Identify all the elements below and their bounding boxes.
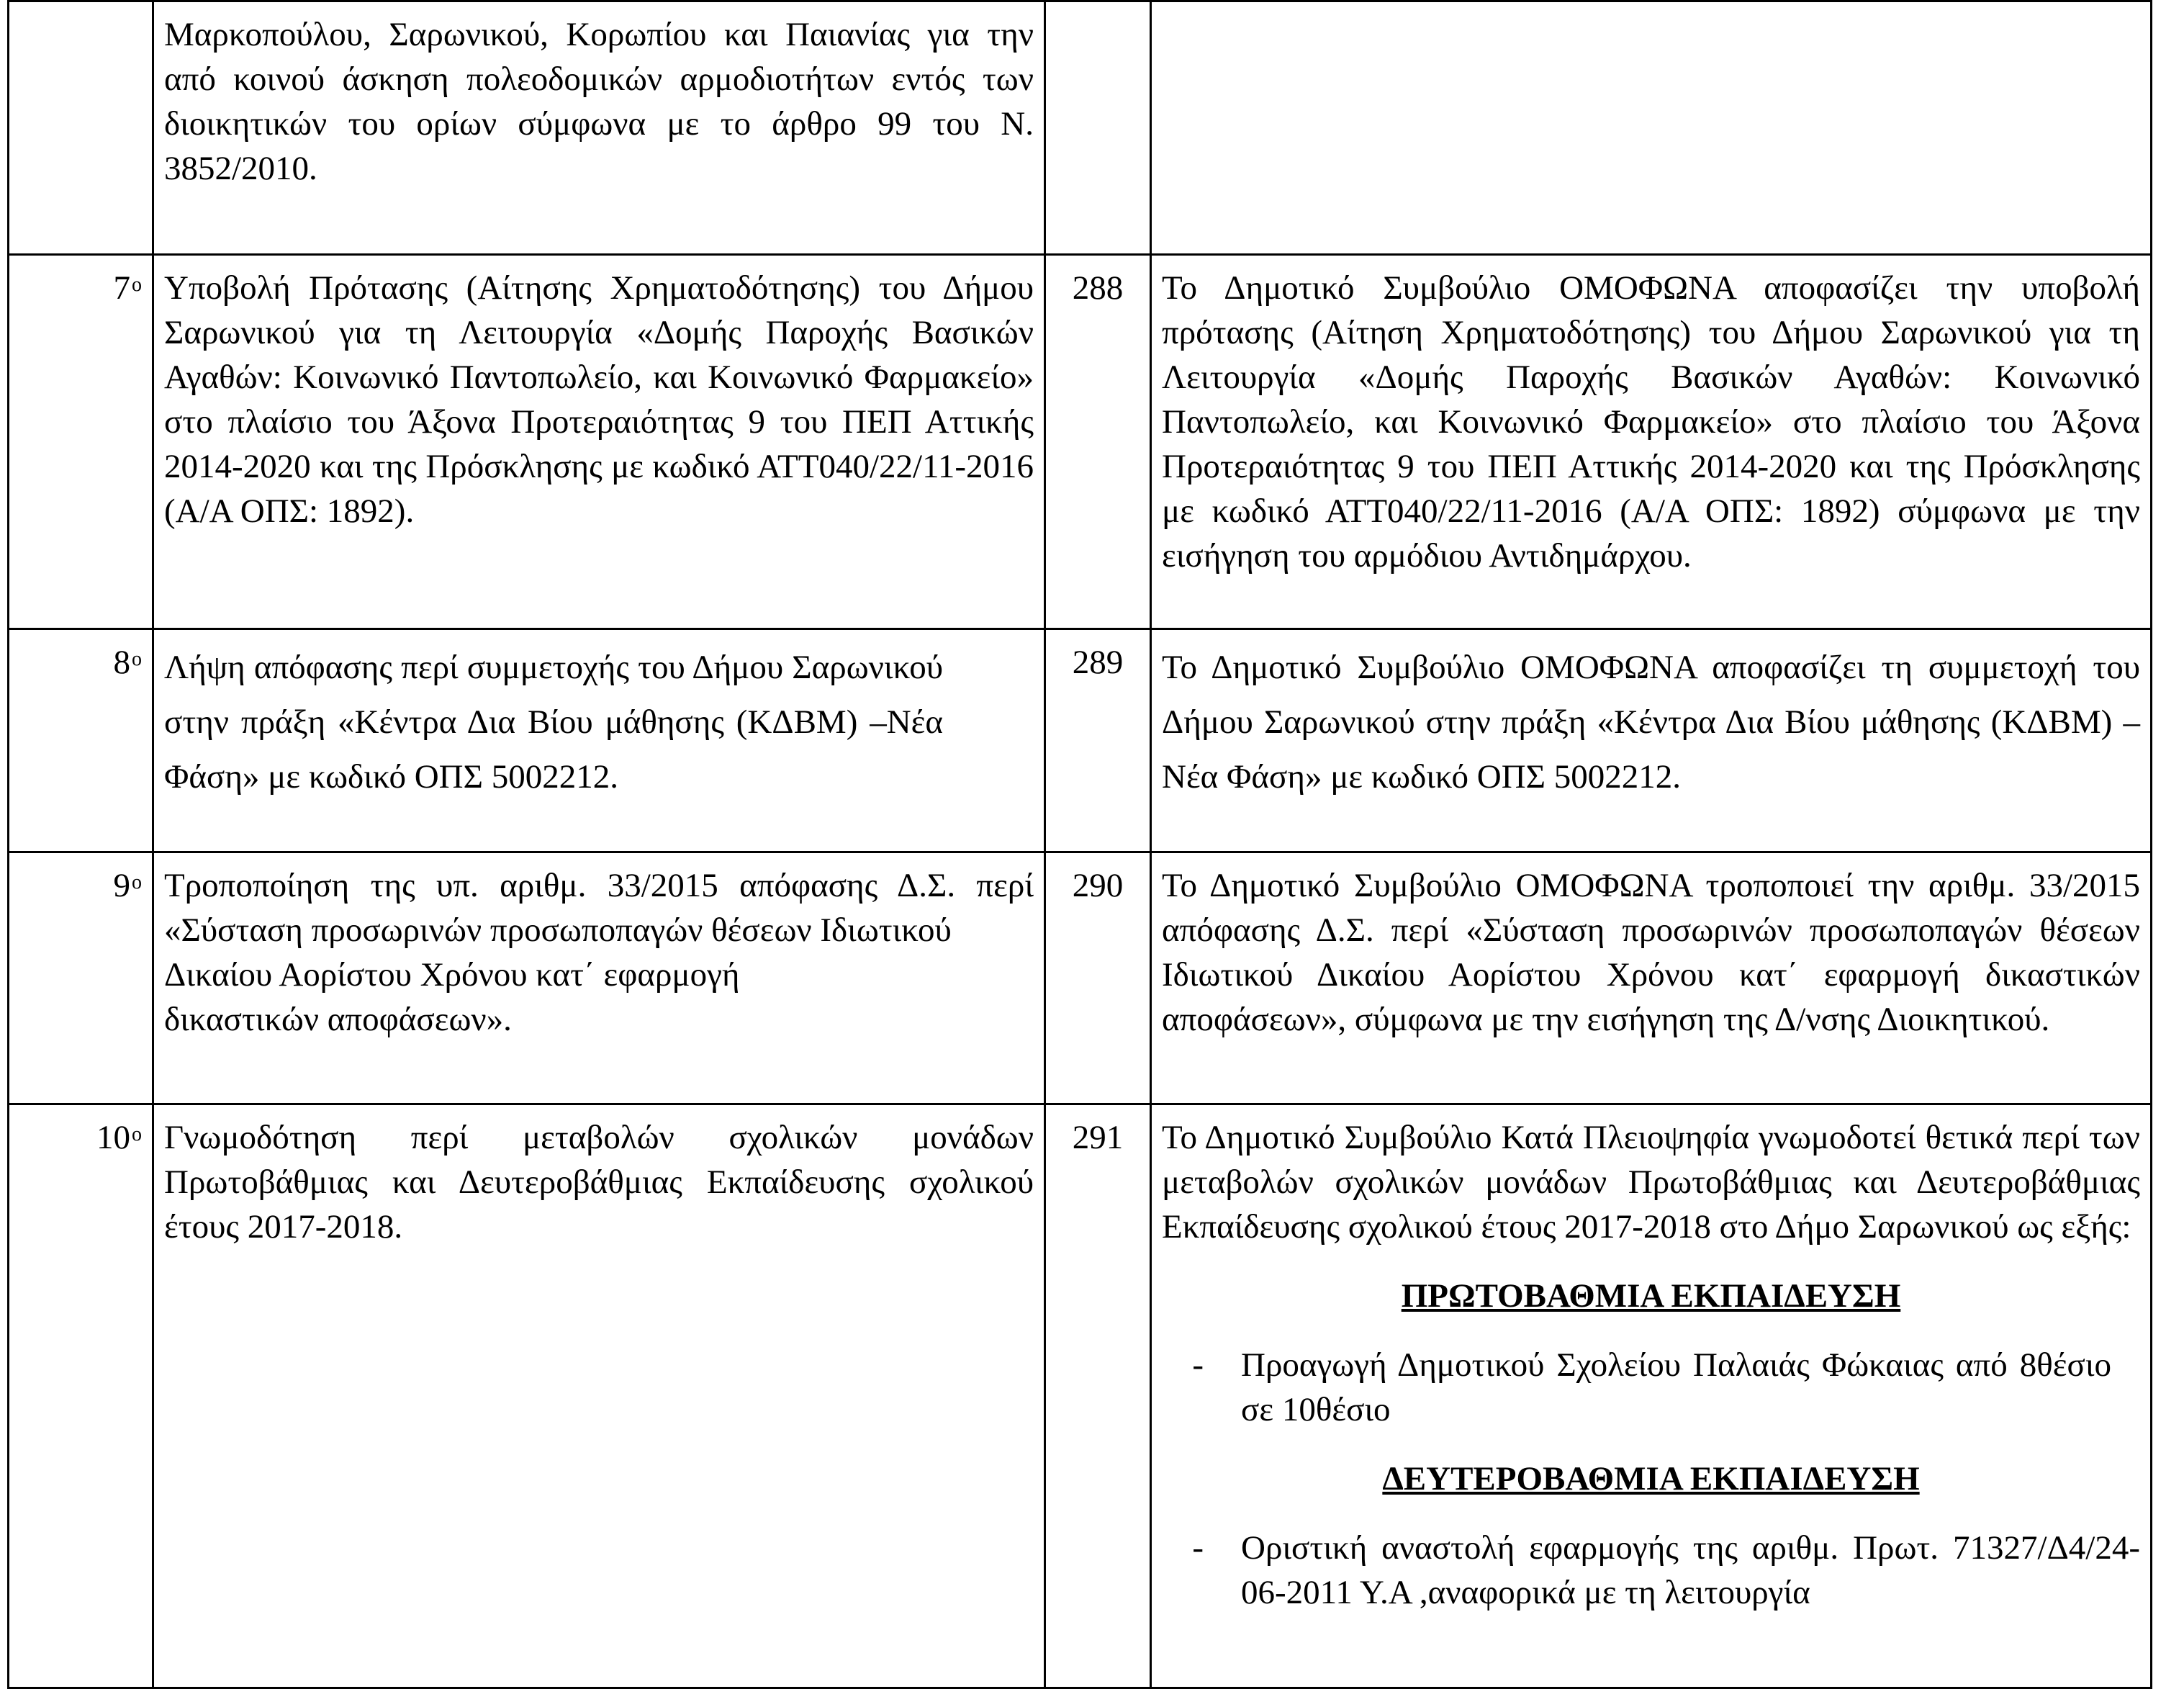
list-item-text: Οριστική αναστολή εφαρμογής της αριθμ. Πρωτ. 71327/Δ4/24-06-2011 Υ.Α ,αναφορικά με τη λειτουργία: [1241, 1529, 2140, 1611]
decision-number: 288: [1072, 269, 1124, 307]
list-item: [1162, 1526, 2140, 1615]
item-number-cell: [9, 255, 153, 629]
table-row: [9, 629, 2152, 852]
result-cell: [1151, 852, 2152, 1104]
ordinal-suffix: ο: [132, 1123, 142, 1145]
subject-text-line: Δικαίου Αορίστου Χρόνου κατ΄ εφαρμογή: [164, 956, 740, 994]
item-number: 9: [113, 867, 130, 904]
subject-text: Μαρκοπούλου, Σαρωνικού, Κορωπίου και Παιανίας για την από κοινού άσκηση πολεοδομικών αρμοδιοτήτων εντός των διοικητικών του ορίων σύμφωνα με το άρθρο 99 του Ν. 3852/2010.: [164, 16, 1034, 187]
result-text: Το Δημοτικό Συμβούλιο ΟΜΟΦΩΝΑ τροποποιεί την αριθμ. 33/2015 απόφασης Δ.Σ. περί «Σύσταση προσωρινών προσωποπαγών θέσεων Ιδιωτικού Δικαίου Αορίστου Χρόνου κατ΄ εφαρμογή δικαστικών αποφάσεων», σύμφωνα με την εισήγηση της Δ/νσης Διοικητικού.: [1162, 867, 2140, 1038]
result-cell: [1151, 629, 2152, 852]
subject-cell: [153, 852, 1045, 1104]
ordinal-suffix: ο: [132, 648, 142, 670]
result-cell: [1151, 255, 2152, 629]
item-number: 10: [96, 1119, 130, 1156]
section-heading-primary: ΠΡΩΤΟΒΑΘΜΙΑ ΕΚΠΑΙΔΕΥΣΗ: [1401, 1277, 1901, 1315]
decision-number: 290: [1072, 867, 1124, 904]
council-minutes-table: [7, 0, 2152, 1689]
list-item: [1162, 1343, 2140, 1432]
item-number-cell: [9, 1104, 153, 1688]
item-number-cell: [9, 1, 153, 255]
subject-cell: [153, 255, 1045, 629]
decision-number-cell: [1045, 1104, 1151, 1688]
subject-text-line: Τροποποίηση της υπ. αριθμ. 33/2015 απόφασης Δ.Σ. περί «Σύσταση προσωρινών προσωποπαγών θέσεων Ιδιωτικού: [164, 867, 1034, 949]
subject-cell: [153, 629, 1045, 852]
subject-text: Γνωμοδότηση περί μεταβολών σχολικών μονάδων Πρωτοβάθμιας και Δευτεροβάθμιας Εκπαίδευσης σχολικού έτους 2017-2018.: [164, 1119, 1034, 1246]
item-number-cell: [9, 852, 153, 1104]
ordinal-suffix: ο: [132, 871, 142, 893]
subject-text: Λήψη απόφασης περί συμμετοχής του Δήμου Σαρωνικού στην πράξη «Κέντρα Δια Βίου μάθησης (ΚΔΒΜ) –Νέα Φάση» με κωδικό ΟΠΣ 5002212.: [164, 649, 943, 796]
result-cell: [1151, 1, 2152, 255]
decision-number-cell: [1045, 1, 1151, 255]
list-dash: -: [1192, 1346, 1204, 1384]
subject-cell: [153, 1104, 1045, 1688]
subject-text: Υποβολή Πρότασης (Αίτησης Χρηματοδότησης) του Δήμου Σαρωνικού για τη Λειτουργία «Δομής Παροχής Βασικών Αγαθών: Κοινωνικό Παντοπωλείο, και Κοινωνικό Φαρμακείο» στο πλαίσιο του Άξονα Προτεραιότητας 9 του ΠΕΠ Αττικής 2014-2020 και της Πρόσκλησης με κωδικό ΑΤΤ040/22/11-2016 (Α/Α ΟΠΣ: 1892).: [164, 269, 1034, 530]
subject-cell: [153, 1, 1045, 255]
result-text: Το Δημοτικό Συμβούλιο ΟΜΟΦΩΝΑ αποφασίζει τη συμμετοχή του Δήμου Σαρωνικού στην πράξη «Κέντρα Δια Βίου μάθησης (ΚΔΒΜ) –Νέα Φάση» με κωδικό ΟΠΣ 5002212.: [1162, 649, 2140, 796]
section-heading-secondary: ΔΕΥΤΕΡΟΒΑΘΜΙΑ ΕΚΠΑΙΔΕΥΣΗ: [1382, 1460, 1920, 1497]
subject-text-line: δικαστικών αποφάσεων».: [164, 1001, 512, 1038]
result-text: Το Δημοτικό Συμβούλιο Κατά Πλειοψηφία γνωμοδοτεί θετικά περί των μεταβολών σχολικών μονάδων Πρωτοβάθμιας και Δευτεροβάθμιας Εκπαίδευσης σχολικού έτους 2017-2018 στο Δήμο Σαρωνικού ως εξής:: [1162, 1119, 2140, 1246]
list-item-text: Προαγωγή Δημοτικού Σχολείου Παλαιάς Φώκαιας από 8θέσιο σε 10θέσιο: [1241, 1346, 2111, 1428]
table-row: [9, 255, 2152, 629]
item-number-cell: [9, 629, 153, 852]
table-row: [9, 852, 2152, 1104]
decision-number-cell: [1045, 255, 1151, 629]
decision-number: 289: [1072, 644, 1124, 681]
list-dash: -: [1192, 1529, 1204, 1567]
table-row: [9, 1104, 2152, 1688]
table-row: [9, 1, 2152, 255]
ordinal-suffix: ο: [132, 274, 142, 296]
item-number: 7: [113, 269, 130, 307]
item-number: 8: [113, 644, 130, 681]
decision-number: 291: [1072, 1119, 1124, 1156]
decision-number-cell: [1045, 629, 1151, 852]
result-text: Το Δημοτικό Συμβούλιο ΟΜΟΦΩΝΑ αποφασίζει την υποβολή πρότασης (Αίτηση Χρηματοδότησης) του Δήμου Σαρωνικού για τη Λειτουργία «Δομής Παροχής Βασικών Αγαθών: Κοινωνικό Παντοπωλείο, και Κοινωνικό Φαρμακείο» στο πλαίσιο του Άξονα Προτεραιότητας 9 του ΠΕΠ Αττικής 2014-2020 και της Πρόσκλησης με κωδικό ΑΤΤ040/22/11-2016 (Α/Α ΟΠΣ: 1892) σύμφωνα με την εισήγηση του αρμόδιου Αντιδημάρχου.: [1162, 269, 2140, 575]
result-cell: [1151, 1104, 2152, 1688]
decision-number-cell: [1045, 852, 1151, 1104]
